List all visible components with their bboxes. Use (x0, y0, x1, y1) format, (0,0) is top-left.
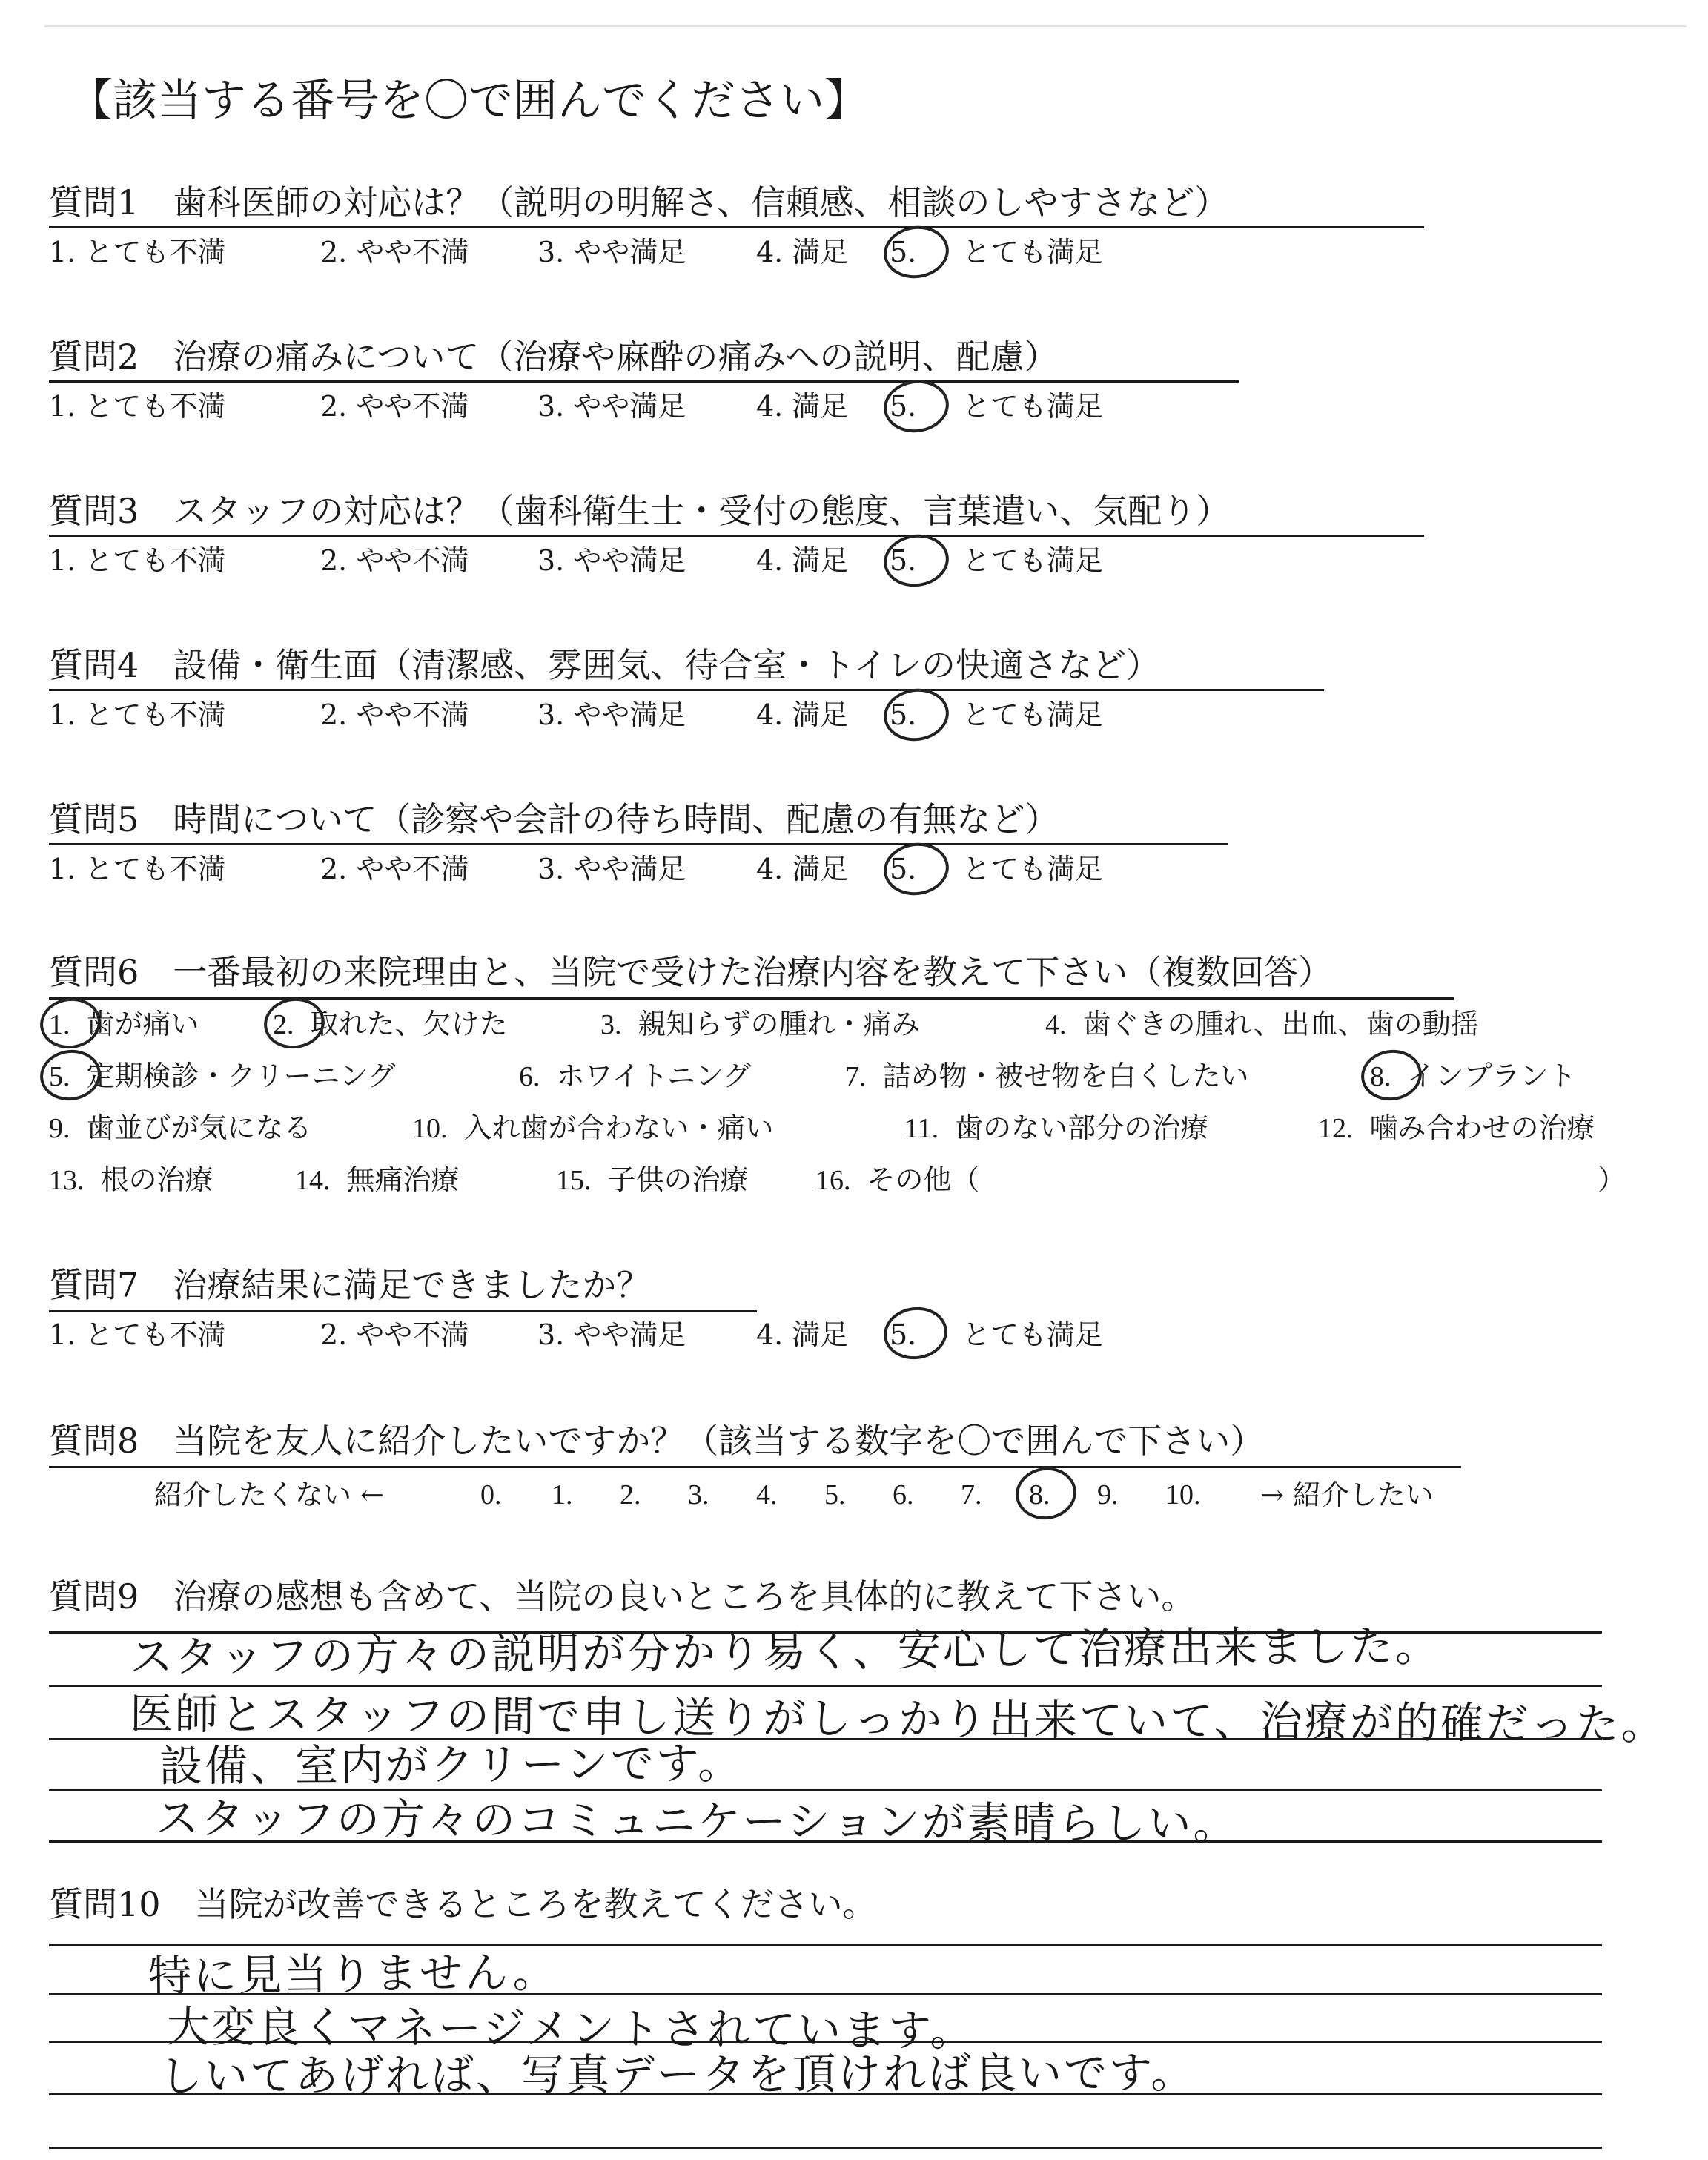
q1-option-3[interactable]: 3. やや満足 (537, 236, 686, 268)
q4-selected-circle (881, 684, 953, 745)
q1-option-6[interactable]: とても満足 (962, 236, 1104, 268)
q6-option-text: 定期検診・クリーニング (86, 1060, 396, 1092)
q3-option-1[interactable]: 1. とても不満 (49, 544, 226, 577)
q4-option-5[interactable]: 5. (890, 698, 917, 731)
q1-selected-circle (881, 222, 953, 283)
q6-option-num: 1. (49, 1009, 70, 1040)
q2-option-6[interactable]: とても満足 (962, 390, 1104, 423)
q5-label: 質問5 時間について（診察や会計の待ち時間、配慮の有無など） (49, 799, 1059, 839)
q5-option-4[interactable]: 4. 満足 (756, 853, 849, 885)
q1-label: 質問1 歯科医師の対応は？（説明の明解さ、信頼感、相談のしやすさなど） (49, 182, 1229, 222)
q5-option-6[interactable]: とても満足 (962, 853, 1104, 885)
q1-underline (49, 226, 1424, 228)
q6-selected-circle (261, 994, 328, 1053)
q6-option-text: 親知らずの腫れ・痛み (638, 1008, 920, 1040)
q6-option-num: 15. (556, 1165, 592, 1196)
q8-high-label: → 紹介したい (1260, 1479, 1434, 1511)
top-border (44, 25, 1687, 27)
q6-option-5[interactable] (49, 1059, 396, 1094)
q10-answer-line: しいてあげれば、写真データを頂ければ良いです。 (159, 2047, 1196, 2101)
q7-selected-circle (881, 1303, 951, 1363)
q3-option-6[interactable]: とても満足 (962, 544, 1104, 577)
q8-scale-4[interactable]: 4. (756, 1479, 778, 1510)
q5-option-5[interactable]: 5. (890, 853, 917, 885)
q7-option-4[interactable]: 4. 満足 (756, 1318, 849, 1351)
q2-option-3[interactable]: 3. やや満足 (537, 390, 686, 423)
q8-scale-10[interactable]: 10. (1165, 1479, 1201, 1510)
q8-scale-7[interactable]: 7. (961, 1479, 982, 1510)
q8-scale-1[interactable]: 1. (552, 1479, 573, 1510)
q1-option-4[interactable]: 4. 満足 (756, 236, 849, 268)
q2-option-2[interactable]: 2. やや不満 (320, 390, 469, 423)
q6-option-text: 子供の治療 (607, 1163, 749, 1196)
q6-option-10[interactable] (412, 1111, 774, 1146)
q6-option-text: 入れ歯が合わない・痛い (463, 1112, 774, 1144)
q6-option-6[interactable] (519, 1059, 751, 1094)
q4-option-1[interactable]: 1. とても不満 (49, 698, 226, 731)
q3-option-2[interactable]: 2. やや不満 (320, 544, 469, 577)
q8-selected-circle (1013, 1464, 1080, 1524)
q6-option-text: 詰め物・被せ物を白くしたい (882, 1060, 1249, 1092)
q6-option-text: 無痛治療 (346, 1163, 460, 1196)
q2-selected-circle (881, 376, 953, 437)
q6-option-text: 歯が痛い (86, 1008, 199, 1040)
q9-label: 質問9 治療の感想も含めて、当院の良いところを具体的に教えて下さい。 (49, 1576, 1196, 1616)
q8-scale-0[interactable]: 0. (480, 1479, 502, 1510)
q6-option-num: 7. (845, 1061, 867, 1092)
q10-answer-line: 大変良くマネージメントされています。 (166, 2001, 976, 2056)
q4-option-2[interactable]: 2. やや不満 (320, 698, 469, 731)
q8-underline (49, 1466, 1461, 1468)
q6-option-text: 歯並びが気になる (86, 1112, 312, 1144)
q10-write-line (49, 1944, 1602, 1946)
q4-option-3[interactable]: 3. やや満足 (537, 698, 686, 731)
q6-option-num: 11. (904, 1113, 939, 1144)
q3-selected-circle (881, 530, 953, 591)
q6-selected-circle (1358, 1046, 1426, 1105)
q6-option-text: インプラント (1407, 1060, 1577, 1092)
q5-option-2[interactable]: 2. やや不満 (320, 853, 469, 885)
q7-option-3[interactable]: 3. やや満足 (537, 1318, 686, 1351)
q10-answer-line: 特に見当りません。 (148, 1946, 558, 2001)
q8-scale-8[interactable]: 8. (1029, 1479, 1050, 1510)
q9-answer-line: スタッフの方々のコミュニケーションが素晴らしい。 (155, 1793, 1239, 1849)
q3-label: 質問3 スタッフの対応は？（歯科衛生士・受付の態度、言葉遣い、気配り） (49, 491, 1231, 531)
q6-selected-circle (37, 1046, 105, 1105)
q6-option-num: 16. (815, 1165, 851, 1196)
q9-answer-line: スタッフの方々の説明が分かり易く、安心して治療出来ました。 (129, 1620, 1441, 1682)
q4-option-4[interactable]: 4. 満足 (756, 698, 849, 731)
q6-option-num: 3. (600, 1009, 622, 1040)
q6-option-num: 9. (49, 1113, 70, 1144)
q6-option-11[interactable] (904, 1111, 1208, 1146)
q6-option-num: 5. (49, 1061, 70, 1092)
q9-answer-line: 医師とスタッフの間で申し送りがしっかり出来ていて、治療が的確だった。 (129, 1688, 1667, 1750)
q2-underline (49, 380, 1239, 383)
q4-option-6[interactable]: とても満足 (962, 698, 1104, 731)
q4-underline (49, 689, 1324, 691)
q10-write-line (49, 2147, 1602, 2149)
q8-scale-2[interactable]: 2. (620, 1479, 641, 1510)
q3-option-4[interactable]: 4. 満足 (756, 544, 849, 577)
q6-option-16[interactable] (815, 1163, 980, 1198)
q3-option-3[interactable]: 3. やや満足 (537, 544, 686, 577)
q6-option-num: 4. (1045, 1009, 1067, 1040)
q1-option-5[interactable]: 5. (890, 236, 917, 268)
q6-option-3[interactable] (600, 1007, 920, 1042)
q6-option-num: 8. (1370, 1061, 1391, 1092)
q10-label: 質問10 当院が改善できるところを教えてください。 (49, 1884, 877, 1924)
q6-option-text: 取れた、欠けた (310, 1008, 508, 1040)
q4-label: 質問4 設備・衛生面（清潔感、雰囲気、待合室・トイレの快適さなど） (49, 645, 1160, 685)
q5-selected-circle (881, 839, 953, 899)
q6-option-num: 6. (519, 1061, 540, 1092)
q6-option-13[interactable] (49, 1163, 214, 1198)
q2-option-5[interactable]: 5. (890, 390, 917, 423)
q8-scale-9[interactable]: 9. (1097, 1479, 1119, 1510)
q8-scale-6[interactable]: 6. (893, 1479, 914, 1510)
q7-underline (49, 1310, 757, 1312)
q6-option-text: 歯ぐきの腫れ、出血、歯の動揺 (1082, 1008, 1479, 1040)
instruction-heading: 【該当する番号を〇で囲んでください】 (68, 75, 869, 127)
q1-option-2[interactable]: 2. やや不満 (320, 236, 469, 268)
q8-scale-3[interactable]: 3. (688, 1479, 709, 1510)
q6-option-text: ホワイトニング (556, 1060, 752, 1092)
q6-option-9[interactable] (49, 1111, 312, 1146)
q9-answer-line: 設備、室内がクリーンです。 (159, 1737, 744, 1791)
q6-option-text: 根の治療 (100, 1163, 214, 1196)
q7-label: 質問7 治療結果に満足できましたか？ (49, 1265, 651, 1305)
q7-option-2[interactable]: 2. やや不満 (320, 1318, 469, 1351)
q6-option-num: 10. (412, 1113, 448, 1144)
q6-option-7[interactable] (845, 1059, 1249, 1094)
q6-option-14[interactable] (295, 1163, 460, 1198)
q5-option-3[interactable]: 3. やや満足 (537, 853, 686, 885)
q5-underline (49, 843, 1228, 845)
q6-option-num: 13. (49, 1165, 85, 1196)
q6-option-num: 14. (295, 1165, 331, 1196)
q6-other-close: ） (1598, 1163, 1626, 1196)
q6-selected-circle (37, 994, 105, 1053)
q2-option-1[interactable]: 1. とても不満 (49, 390, 226, 423)
q2-option-4[interactable]: 4. 満足 (756, 390, 849, 423)
q6-option-15[interactable] (556, 1163, 749, 1198)
q6-option-text: 噛み合わせの治療 (1369, 1112, 1595, 1144)
q6-option-text: その他（ (867, 1163, 980, 1196)
q3-option-5[interactable]: 5. (890, 544, 917, 577)
q8-low-label: 紹介したくない ← (154, 1479, 384, 1511)
q2-label: 質問2 治療の痛みについて（治療や麻酔の痛みへの説明、配慮） (49, 337, 1059, 377)
q6-option-num: 12. (1318, 1113, 1354, 1144)
q9-write-line (49, 1685, 1602, 1687)
q6-option-num: 2. (273, 1009, 294, 1040)
q6-option-4[interactable] (1045, 1007, 1479, 1042)
q6-underline (49, 997, 1454, 1000)
q7-option-1[interactable]: 1. とても不満 (49, 1318, 226, 1351)
q6-option-12[interactable] (1318, 1111, 1595, 1146)
q7-option-5[interactable]: 5. (890, 1318, 917, 1351)
q7-option-6[interactable]: とても満足 (962, 1318, 1104, 1351)
q5-option-1[interactable]: 1. とても不満 (49, 853, 226, 885)
q8-label: 質問8 当院を友人に紹介したいですか？（該当する数字を〇で囲んで下さい） (49, 1421, 1265, 1461)
q1-option-1[interactable]: 1. とても不満 (49, 236, 226, 268)
q3-underline (49, 535, 1424, 537)
q6-option-text: 歯のない部分の治療 (955, 1112, 1209, 1144)
q6-label: 質問6 一番最初の来院理由と、当院で受けた治療内容を教えて下さい（複数回答） (49, 952, 1333, 992)
q8-scale-5[interactable]: 5. (824, 1479, 846, 1510)
